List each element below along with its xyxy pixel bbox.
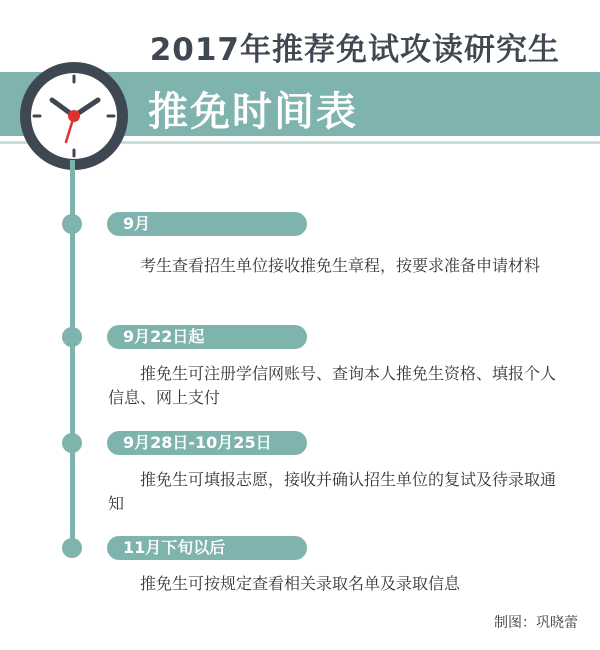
timeline-description: 推免生可填报志愿，接收并确认招生单位的复试及待录取通知 — [108, 470, 557, 513]
timeline-date-pill: 11月下旬以后 — [107, 536, 307, 560]
timeline-dot — [62, 433, 82, 453]
timeline-date-pill: 9月28日-10月25日 — [107, 431, 307, 455]
top-title: 2017年推荐免试攻读研究生 — [149, 32, 560, 68]
timeline-description: 考生查看招生单位接收推免生章程，按要求准备申请材料 — [140, 256, 541, 275]
banner-title: 推免时间表 — [148, 89, 358, 135]
timeline-description: 推免生可注册学信网账号、查询本人推免生资格、填报个人信息、网上支付 — [108, 364, 557, 407]
timeline-description: 推免生可按规定查看相关录取名单及录取信息 — [140, 574, 461, 593]
timeline-date-pill: 9月22日起 — [107, 325, 307, 349]
timeline-date-pill: 9月 — [107, 212, 307, 236]
credit-text: 制图：巩晓蕾 — [494, 615, 578, 631]
timeline-dot — [62, 538, 82, 558]
timeline-dot — [62, 214, 82, 234]
timeline-dot — [62, 327, 82, 347]
clock-icon — [18, 60, 130, 172]
